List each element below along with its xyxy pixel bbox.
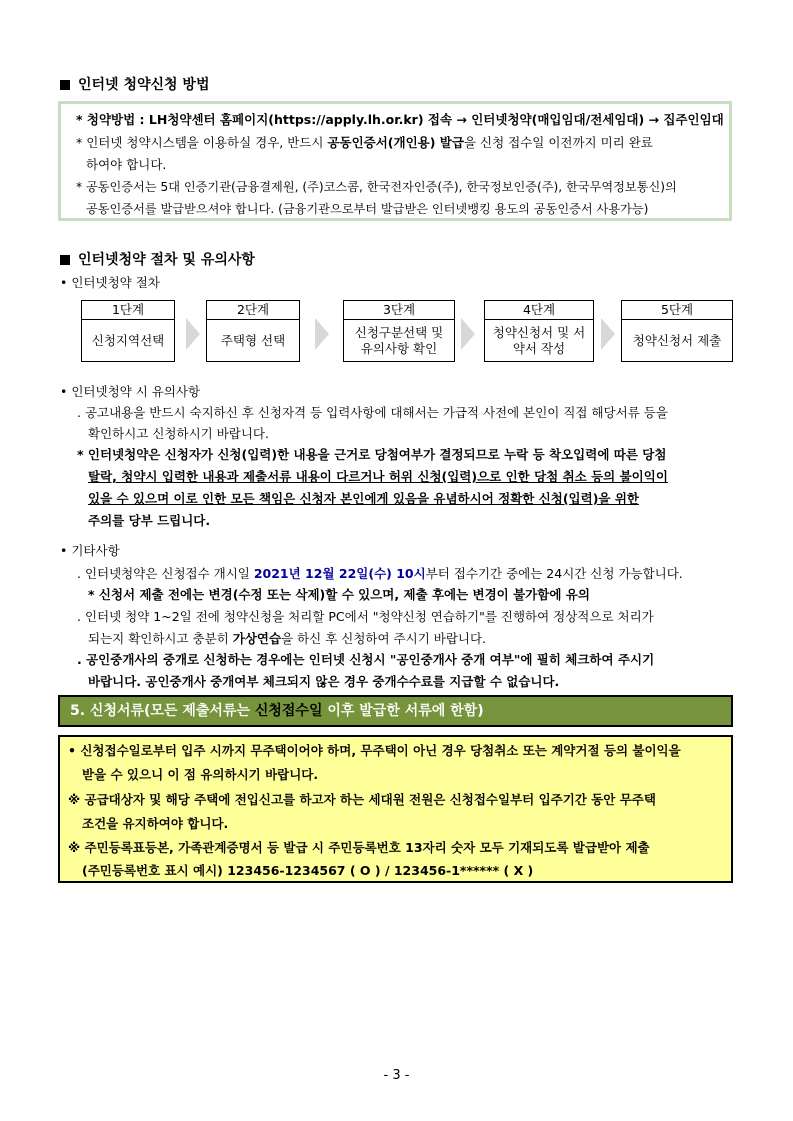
step-4 [484,300,594,362]
chevron-right-icon [186,318,200,350]
banner-text-a: 5. 신청서류(모든 제출서류는 [70,703,255,719]
etc-line-practice: . 인터넷 청약 1~2일 전에 청약신청을 처리할 PC에서 "청약신청 연습하기"를 진행하여 정상적으로 처리가 [77,609,654,624]
notice-line: ※ 공급대상자 및 해당 주택에 전입신고를 하고자 하는 세대원 전원은 신청접수일부터 입주기간 동안 무주택 [68,792,656,807]
step-3 [343,300,455,362]
step-2 [206,300,300,362]
caution-warning-line: 주의를 당부 드립니다. [88,513,211,528]
step-stage: 5단계 [622,301,732,320]
step-label: 신청지역선택 [91,333,165,348]
step-1 [81,300,175,362]
certificate-line-2: 하여야 합니다. [86,157,167,172]
step-stage: 2단계 [207,301,299,320]
step-label: 주택형 선택 [220,333,286,348]
banner-highlight: 신청접수일 [254,703,323,719]
square-bullet-icon [60,80,70,90]
certificate-text-b: 을 신청 접수일 이전까지 미리 완료 [463,135,653,150]
chevron-right-icon [601,318,615,350]
chevron-right-icon [315,318,329,350]
square-bullet-icon [60,255,70,265]
caution-label: • 인터넷청약 시 유의사항 [60,384,201,399]
method-line: * 청약방법 : LH청약센터 홈페이지(https://apply.lh.or.kr) 접속 → 인터넷청약(매입임대/전세임대) → 집주인임대 [76,112,724,127]
etc-label: • 기타사항 [60,543,120,558]
practice-text-a: 되는지 확인하시고 충분히 [88,631,233,646]
notice-line: (주민등록번호 표시 예시) 123456-1234567 ( O ) / 123456-1****** ( X ) [82,863,534,878]
notice-line: 받을 수 있으니 이 점 유의하시기 바랍니다. [82,767,319,782]
section5-banner [58,695,733,727]
etc-date-text-a: . 인터넷청약은 신청접수 개시일 [77,566,254,581]
etc-line-date [77,566,683,582]
notice-line: • 신청접수일로부터 입주 시까지 무주택이어야 하며, 무주택이 아닌 경우 당첨취소 또는 계약거절 등의 불이익을 [68,743,681,758]
application-start-date: 2021년 12월 22일(수) 10시 [253,566,426,581]
step-label: 신청구분선택 및 유의사항 확인 [354,325,444,356]
chevron-right-icon [461,318,475,350]
section-title-text: 인터넷청약 절차 및 유의사항 [78,252,255,268]
etc-line-broker: . 공인중개사의 중개로 신청하는 경우에는 인터넷 신청시 "공인중개사 중개 여부"에 필히 체크하여 주시기 [77,652,655,667]
caution-line: . 공고내용을 반드시 숙지하신 후 신청자격 등 입력사항에 대해서는 가급적 사전에 본인이 직접 해당서류 등을 [77,405,668,420]
step-label: 청약신청서 및 서약서 작성 [492,325,586,356]
section-title-internet-application [60,74,209,94]
certificate-line [76,135,653,151]
etc-line-change: * 신청서 제출 전에는 변경(수정 또는 삭제)할 수 있으며, 제출 후에는 변경이 불가함에 유의 [88,587,590,602]
practice-text-bold: 가상연습 [232,631,282,646]
document-notice-box [58,735,733,883]
step-label: 청약신청서 제출 [632,333,722,348]
procedure-label: • 인터넷청약 절차 [60,275,160,290]
caution-line: 확인하시고 신청하시기 바랍니다. [88,426,269,441]
step-stage: 1단계 [82,301,174,320]
caution-warning-line: 있을 수 있으며 이로 인한 모든 책임은 신청자 본인에게 있음을 유념하시어 정확한 신청(입력)을 위한 [88,491,640,506]
etc-line-practice-2 [88,631,486,647]
cert-authority-line-2: 공동인증서를 발급받으셔야 합니다. (금융기관으로부터 발급받은 인터넷뱅킹 용도의 공동인증서 사용가능) [86,202,649,216]
page-number: - 3 - [383,1068,410,1083]
notice-line: 조건을 유지하여야 합니다. [82,816,229,831]
section-title-procedure [60,249,255,269]
notice-line: ※ 주민등록표등본, 가족관계증명서 등 발급 시 주민등록번호 13자리 숫자 모두 기재되도록 발급받아 제출 [68,840,650,855]
banner-text-b: 이후 발급한 서류에 한함) [322,703,484,719]
certificate-text-a: * 인터넷 청약시스템을 이용하실 경우, 반드시 [76,135,328,150]
caution-warning-line: 탈락, 청약시 입력한 내용과 제출서류 내용이 다르거나 허위 신청(입력)으로 인한 당첨 취소 등의 불이익이 [88,469,668,484]
application-method-box [58,101,732,221]
step-stage: 3단계 [344,301,454,320]
caution-warning-text: * 인터넷청약은 신청자가 신청(입력)한 내용을 근거로 당첨여부가 결정되므로 누락 등 착오입력에 따른 당첨 [77,447,667,462]
etc-date-text-b: 부터 접수기간 중에는 24시간 신청 가능합니다. [425,566,683,581]
section-title-text: 인터넷 청약신청 방법 [78,77,210,93]
step-5 [621,300,733,362]
practice-text-b: 을 하신 후 신청하여 주시기 바랍니다. [281,631,487,646]
etc-line-broker-2: 바랍니다. 공인중개사 중개여부 체크되지 않은 경우 중개수수료를 지급할 수 없습니다. [88,674,560,689]
cert-authority-line: * 공동인증서는 5대 인증기관(금융결제원, (주)코스콤, 한국전자인증(주), 한국정보인증(주), 한국무역정보통신)의 [76,180,677,194]
caution-warning-line [77,447,666,463]
certificate-text-bold: 공동인증서(개인용) 발급 [327,135,464,150]
step-stage: 4단계 [485,301,593,320]
